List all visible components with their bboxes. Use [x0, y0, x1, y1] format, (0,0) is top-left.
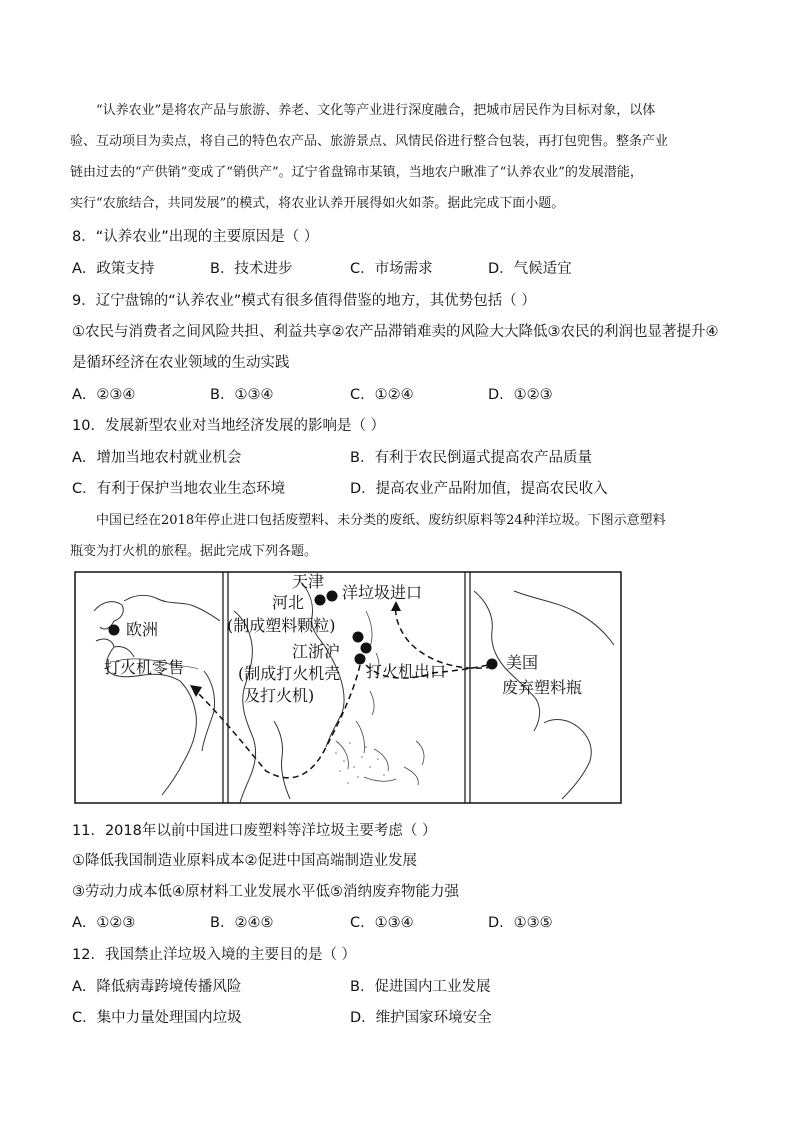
question-12-options-row1: [72, 975, 722, 997]
question-8-options: [72, 257, 722, 279]
question-10-option-b[interactable]: B．有利于农民倒逼式提高农产品质量: [350, 450, 592, 466]
question-9-option-b[interactable]: B．①③④: [210, 387, 274, 403]
question-11-options: [72, 911, 722, 933]
passage-renyang-agriculture: [70, 95, 720, 219]
label-shell-line2: 及打火机): [244, 686, 315, 705]
shanghai-dot: [355, 654, 366, 665]
label-pellets: (制成塑料颗粒): [227, 616, 336, 635]
question-11-option-d[interactable]: D．①③⑤: [488, 915, 553, 931]
question-10-stem: 10．发展新型农业对当地经济发展的影响是（ ）: [72, 418, 386, 434]
question-9-option-a[interactable]: A．②③④: [72, 387, 136, 403]
plastic-bottle-journey-map: [74, 571, 622, 804]
jiangsu-dot: [353, 632, 364, 643]
question-12-option-a[interactable]: A．降低病毒跨境传播风险: [72, 979, 242, 995]
question-10-options-row2: [72, 477, 722, 499]
question-12-option-b[interactable]: B．促进国内工业发展: [350, 979, 491, 995]
question-11-option-b[interactable]: B．②④⑤: [210, 915, 274, 931]
label-tianjin: 天津: [292, 572, 325, 591]
question-9-option-c[interactable]: C．①②④: [350, 387, 414, 403]
label-usa: 美国: [506, 653, 539, 672]
question-9-options: [72, 383, 722, 405]
label-shell-line1: (制成打火机壳: [238, 664, 341, 683]
question-9-option-d[interactable]: D．①②③: [488, 387, 553, 403]
question-10-option-c[interactable]: C．有利于保护当地农业生态环境: [72, 481, 286, 497]
passage-line: 瓶变为打火机的旅程。据此完成下列各题。: [70, 544, 318, 559]
question-12-options-row2: [72, 1006, 722, 1028]
usa-dot: [487, 659, 498, 670]
question-10-options-row1: [72, 446, 722, 468]
zhejiang-dot: [361, 643, 372, 654]
question-9-statements-line1: ①农民与消费者之间风险共担、利益共享②农产品滞销难卖的风险大大降低③农民的利润也显著提升④: [72, 324, 719, 340]
question-11-statements-line2: ③劳动力成本低④原材料工业发展水平低⑤消纳废弃物能力强: [72, 884, 459, 900]
map-svg: [74, 571, 622, 804]
label-bottles: 废弃塑料瓶: [502, 678, 583, 697]
label-import: 洋垃圾进口: [342, 583, 423, 602]
label-export: 打火机出口: [366, 662, 447, 681]
question-12-option-c[interactable]: C．集中力量处理国内垃圾: [72, 1010, 242, 1026]
question-11-statements-line1: ①降低我国制造业原料成本②促进中国高端制造业发展: [72, 853, 417, 869]
question-11-option-a[interactable]: A．①②③: [72, 915, 136, 931]
question-9-stem: 9．辽宁盘锦的“认养农业”模式有很多值得借鉴的地方，其优势包括（ ）: [72, 293, 536, 309]
label-hebei: 河北: [272, 593, 305, 612]
question-11-stem: 11．2018年以前中国进口废塑料等洋垃圾主要考虑（ ）: [72, 823, 437, 839]
question-9-statements-line2: 是循环经济在农业领域的生动实践: [72, 355, 290, 371]
passage-line: 中国已经在2018年停止进口包括废塑料、未分类的废纸、废纺织原料等24种洋垃圾。下图示意塑料: [96, 513, 666, 528]
question-8-option-d[interactable]: D．气候适宜: [488, 261, 572, 277]
passage-foreign-waste: [70, 505, 720, 567]
label-europe: 欧洲: [126, 620, 159, 639]
hebei-dot: [327, 591, 338, 602]
europe-dot: [109, 625, 120, 636]
tianjin-dot: [315, 595, 326, 606]
passage-line: 实行“农旅结合，共同发展”的模式，将农业认养开展得如火如荼。据此完成下面小题。: [70, 196, 565, 211]
passage-line: 链由过去的“产供销”变成了“销供产”。辽宁省盘锦市某镇，当地农户瞅准了“认养农业”的发展潜能，: [70, 165, 643, 180]
question-8-stem: 8．“认养农业”出现的主要原因是（ ）: [72, 229, 319, 245]
question-11-option-c[interactable]: C．①③④: [350, 915, 414, 931]
question-12-stem: 12．我国禁止洋垃圾入境的主要目的是（ ）: [72, 947, 357, 963]
question-8-option-c[interactable]: C．市场需求: [350, 261, 433, 277]
question-8-option-a[interactable]: A．政策支持: [72, 261, 155, 277]
question-10-option-d[interactable]: D．提高农业产品附加值，提高农民收入: [350, 481, 608, 497]
passage-line: 验、互动项目为卖点，将自己的特色农产品、旅游景点、风情民俗进行整合包装，再打包兜售。整条产业: [70, 134, 669, 149]
passage-line: “认养农业”是将农产品与旅游、养老、文化等产业进行深度融合，把城市居民作为目标对象，以体: [96, 103, 656, 118]
label-retail: 打火机零售: [104, 658, 185, 677]
question-10-option-a[interactable]: A．增加当地农村就业机会: [72, 450, 242, 466]
question-8-option-b[interactable]: B．技术进步: [210, 261, 293, 277]
question-12-option-d[interactable]: D．维护国家环境安全: [350, 1010, 492, 1026]
label-jiangzhehu: 江浙沪: [292, 642, 341, 661]
